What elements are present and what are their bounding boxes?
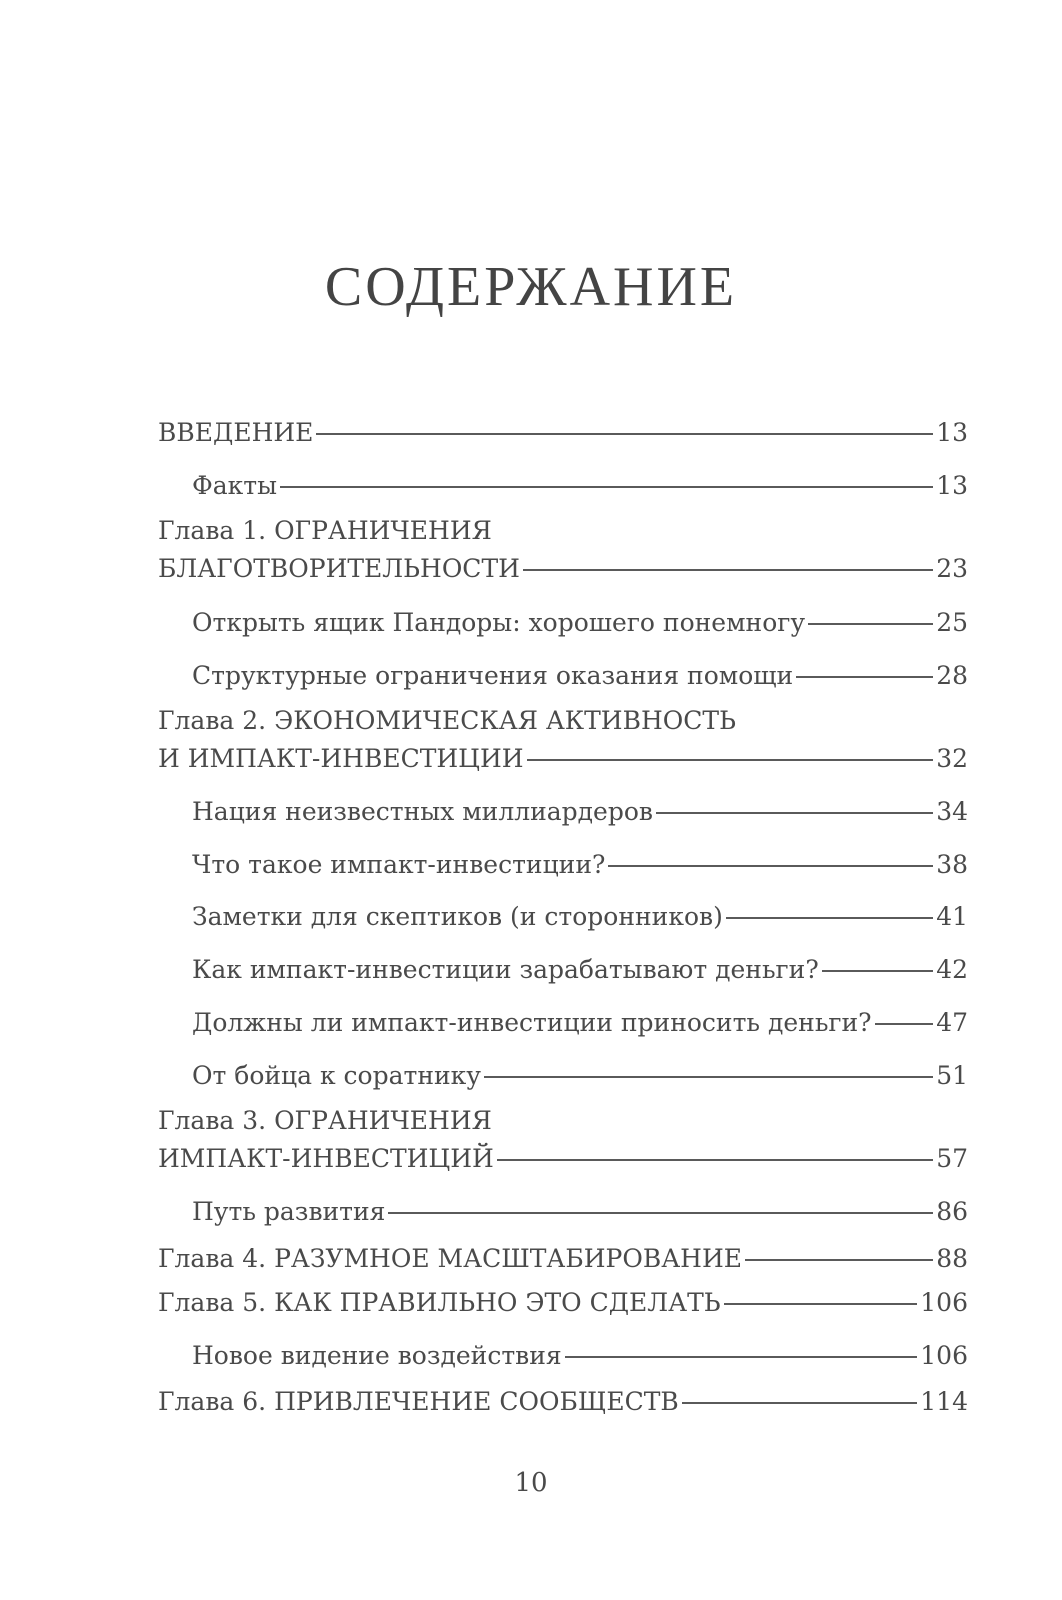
toc-entry-line xyxy=(158,740,968,778)
toc-subentry xyxy=(192,467,968,505)
toc-subentry xyxy=(192,1337,968,1375)
toc-entry-text: От бойца к соратнику xyxy=(192,1061,481,1090)
toc-entry-title-line: Глава 1. ОГРАНИЧЕНИЯ xyxy=(158,516,492,545)
toc-page-number: 23 xyxy=(936,554,968,583)
toc-page-number: 34 xyxy=(936,797,968,826)
toc-page-number: 42 xyxy=(936,955,968,984)
toc-entry-line xyxy=(192,793,968,831)
dot-leader xyxy=(565,1356,918,1358)
toc-entry-text: Нация неизвестных миллиардеров xyxy=(192,797,653,826)
dot-leader xyxy=(682,1402,917,1404)
toc-entry xyxy=(158,1383,968,1421)
toc-page-number: 13 xyxy=(936,418,968,447)
dot-leader xyxy=(796,676,933,678)
toc-entry-text: Структурные ограничения оказания помощи xyxy=(192,661,794,690)
page-number: 10 xyxy=(514,1468,548,1498)
toc-entry-text: Как импакт-инвестиции зарабатывают деньги? xyxy=(192,955,819,984)
toc-entry xyxy=(158,1240,968,1278)
dot-leader xyxy=(726,917,933,919)
dot-leader xyxy=(280,486,933,488)
toc-entry-text: Факты xyxy=(192,471,278,500)
toc-entry-line xyxy=(192,846,968,884)
dot-leader xyxy=(316,433,933,435)
toc-page-number: 38 xyxy=(936,850,968,879)
page-title: СОДЕРЖАНИЕ xyxy=(324,256,738,318)
toc-entry-title-line: Глава 3. ОГРАНИЧЕНИЯ xyxy=(158,1106,492,1135)
toc-page-number: 86 xyxy=(936,1197,968,1226)
toc-subentry xyxy=(192,846,968,884)
toc-entry-line xyxy=(192,657,968,695)
toc-entry-line xyxy=(158,1240,968,1278)
toc-entry-text: Путь развития xyxy=(192,1197,386,1226)
dot-leader xyxy=(822,970,933,972)
toc-subentry xyxy=(192,1057,968,1095)
toc-subentry xyxy=(192,951,968,989)
dot-leader xyxy=(527,759,934,761)
dot-leader xyxy=(875,1023,934,1025)
toc-subentry xyxy=(192,657,968,695)
toc-entry-line xyxy=(158,1383,968,1421)
toc-entry xyxy=(158,1102,968,1178)
toc-entry-text: Новое видение воздействия xyxy=(192,1341,562,1370)
toc-entry-line xyxy=(192,467,968,505)
toc-entry-text: Заметки для скептиков (и сторонников) xyxy=(192,902,723,931)
toc-subentry xyxy=(192,1193,968,1231)
toc-entry-line xyxy=(158,550,968,588)
toc-entry-title-line: Глава 2. ЭКОНОМИЧЕСКАЯ АКТИВНОСТЬ xyxy=(158,706,736,735)
toc-page-number: 51 xyxy=(936,1061,968,1090)
toc-entry-line xyxy=(192,1193,968,1231)
toc-page-number: 13 xyxy=(936,471,968,500)
toc-entry-text: Глава 4. РАЗУМНОЕ МАСШТАБИРОВАНИЕ xyxy=(158,1244,742,1273)
dot-leader xyxy=(656,812,933,814)
toc-page-number: 47 xyxy=(936,1008,968,1037)
toc-page-number: 106 xyxy=(920,1341,968,1370)
toc-subentry xyxy=(192,604,968,642)
toc-entry-line xyxy=(192,1057,968,1095)
toc-entry-line xyxy=(192,604,968,642)
dot-leader xyxy=(388,1212,933,1214)
dot-leader xyxy=(808,623,933,625)
toc-entry-text: Глава 5. КАК ПРАВИЛЬНО ЭТО СДЕЛАТЬ xyxy=(158,1288,721,1317)
toc-entry-text: ВВЕДЕНИЕ xyxy=(158,418,314,447)
toc-entry-line xyxy=(158,1140,968,1178)
toc-entry-text: БЛАГОТВОРИТЕЛЬНОСТИ xyxy=(158,554,520,583)
toc-page-number: 88 xyxy=(936,1244,968,1273)
dot-leader xyxy=(523,569,933,571)
toc-entry xyxy=(158,702,968,778)
toc-page-number: 32 xyxy=(936,744,968,773)
toc-page-number: 106 xyxy=(920,1288,968,1317)
toc-entry-line xyxy=(158,1284,968,1322)
dot-leader xyxy=(484,1076,933,1078)
toc-entry xyxy=(158,512,968,588)
toc-entry-line xyxy=(192,1337,968,1375)
toc-page-number: 25 xyxy=(936,608,968,637)
toc-entry-text: Глава 6. ПРИВЛЕЧЕНИЕ СООБЩЕСТВ xyxy=(158,1387,679,1416)
dot-leader xyxy=(745,1259,933,1261)
toc-entry-text: ИМПАКТ-ИНВЕСТИЦИЙ xyxy=(158,1144,494,1173)
toc-entry-line xyxy=(158,414,968,452)
toc-subentry xyxy=(192,793,968,831)
toc-subentry xyxy=(192,1004,968,1042)
toc-page-number: 28 xyxy=(936,661,968,690)
toc-entry-text: Должны ли импакт-инвестиции приносить деньги? xyxy=(192,1008,872,1037)
toc-entry-text: Что такое импакт-инвестиции? xyxy=(192,850,606,879)
toc-page-number: 41 xyxy=(936,902,968,931)
toc-entry xyxy=(158,1284,968,1322)
toc-entry xyxy=(158,414,968,452)
toc-entry-line xyxy=(192,1004,968,1042)
dot-leader xyxy=(608,865,933,867)
toc-entry-line xyxy=(192,898,968,936)
toc-subentry xyxy=(192,898,968,936)
dot-leader xyxy=(724,1303,918,1305)
toc-entry-text: Открыть ящик Пандоры: хорошего понемногу xyxy=(192,608,806,637)
toc-entry-text: И ИМПАКТ-ИНВЕСТИЦИИ xyxy=(158,744,524,773)
toc-page-number: 114 xyxy=(920,1387,968,1416)
toc-entry-line xyxy=(192,951,968,989)
dot-leader xyxy=(497,1159,933,1161)
toc-page-number: 57 xyxy=(936,1144,968,1173)
